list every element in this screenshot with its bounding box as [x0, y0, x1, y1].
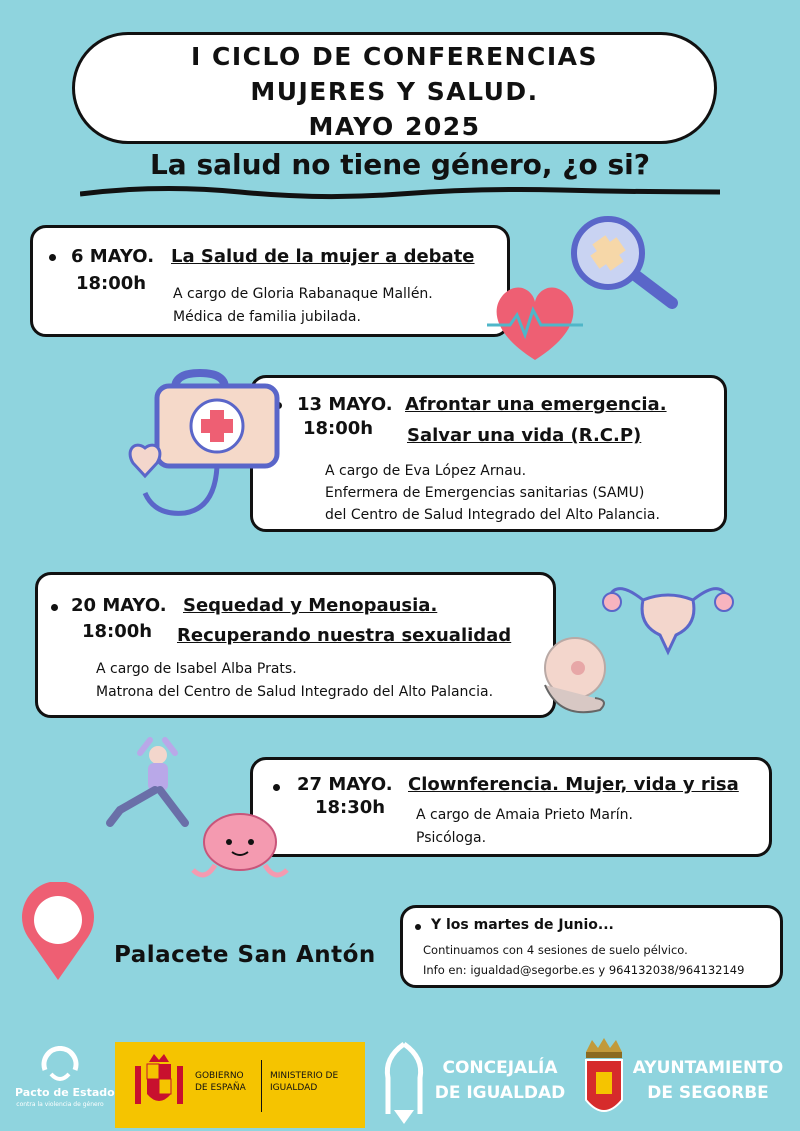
bullet-icon — [273, 784, 280, 791]
pacto-estado-subtext: contra la violencia de género — [16, 1101, 104, 1108]
event-speaker-line: A cargo de Eva López Arnau. — [325, 463, 527, 479]
event-speaker-line: A cargo de Gloria Rabanaque Mallén. — [173, 286, 433, 302]
concejalia-igualdad-logo-icon — [380, 1038, 428, 1128]
bullet-icon — [415, 924, 421, 930]
venue-name: Palacete San Antón — [114, 942, 376, 968]
june-info-card — [400, 905, 783, 988]
event-date: 6 MAYO. — [71, 246, 155, 267]
event-topic: Sequedad y Menopausia. — [183, 595, 438, 616]
event-speaker-line: Médica de familia jubilada. — [173, 309, 361, 325]
gobierno-text: GOBIERNO DE ESPAÑA — [195, 1071, 246, 1093]
event-time: 18:00h — [76, 273, 147, 294]
concejalia-text: CONCEJALÍA — [442, 1058, 558, 1078]
event-speaker-line: del Centro de Salud Integrado del Alto Palancia. — [325, 507, 660, 523]
june-info-heading: Y los martes de Junio... — [431, 917, 614, 933]
event-topic: Recuperando nuestra sexualidad — [177, 625, 512, 646]
event-time: 18:00h — [303, 418, 374, 439]
title-line-2: MUJERES Y SALUD. — [250, 77, 539, 106]
medical-kit-icon — [125, 368, 285, 533]
event-topic: La Salud de la mujer a debate — [171, 246, 475, 267]
event-time: 18:00h — [82, 621, 153, 642]
event-speaker-line: A cargo de Isabel Alba Prats. — [96, 661, 297, 677]
ayuntamiento-text: DE SEGORBE — [647, 1083, 769, 1103]
concejalia-text: DE IGUALDAD — [434, 1083, 566, 1103]
event-topic: Afrontar una emergencia. — [405, 394, 667, 415]
title-line-1: I CICLO DE CONFERENCIAS — [191, 42, 598, 71]
segorbe-coat-of-arms-icon — [578, 1038, 630, 1124]
title-line-3: MAYO 2025 — [308, 112, 481, 141]
june-info-line: Continuamos con 4 sesiones de suelo pélvico. — [423, 943, 688, 957]
event-speaker-line: Matrona del Centro de Salud Integrado del Alto Palancia. — [96, 684, 494, 700]
event-topic: Clownferencia. Mujer, vida y risa — [408, 774, 739, 795]
pacto-estado-text: Pacto de Estado — [15, 1086, 115, 1099]
ministerio-text: MINISTERIO DE IGUALDAD — [270, 1071, 339, 1093]
heart-icon — [485, 280, 585, 365]
yoga-figure-icon — [100, 735, 195, 835]
contact-info-line: Info en: igualdad@segorbe.es y 964132038/964132149 — [423, 963, 745, 977]
bullet-icon — [49, 254, 56, 261]
squiggle-divider — [80, 182, 720, 204]
event-card-1 — [30, 225, 510, 337]
event-speaker-line: A cargo de Amaia Prieto Marín. — [416, 807, 633, 823]
gobierno-logo-block — [115, 1042, 365, 1128]
event-card-4 — [250, 757, 772, 857]
pacto-estado-logo-icon — [35, 1046, 85, 1088]
event-card-3 — [35, 572, 556, 718]
event-time: 18:30h — [315, 797, 386, 818]
event-date: 27 MAYO. — [297, 774, 393, 795]
footer-logos — [0, 1038, 800, 1131]
title-banner — [72, 32, 717, 144]
location-pin-icon — [18, 882, 98, 982]
spain-coat-of-arms-icon — [129, 1052, 189, 1118]
event-topic: Salvar una vida (R.C.P) — [407, 425, 642, 446]
bullet-icon — [51, 604, 58, 611]
subtitle: La salud no tiene género, ¿o si? — [149, 148, 651, 181]
event-card-2 — [250, 375, 727, 532]
event-date: 20 MAYO. — [71, 595, 167, 616]
logo-divider — [261, 1060, 262, 1112]
breast-hand-icon — [540, 630, 615, 725]
ayuntamiento-text: AYUNTAMIENTO — [632, 1058, 784, 1078]
uterus-icon — [598, 570, 738, 660]
brain-icon — [185, 810, 295, 890]
event-speaker-line: Psicóloga. — [416, 830, 487, 846]
event-speaker-line: Enfermera de Emergencias sanitarias (SAMU) — [325, 485, 645, 501]
event-date: 13 MAYO. — [297, 394, 393, 415]
